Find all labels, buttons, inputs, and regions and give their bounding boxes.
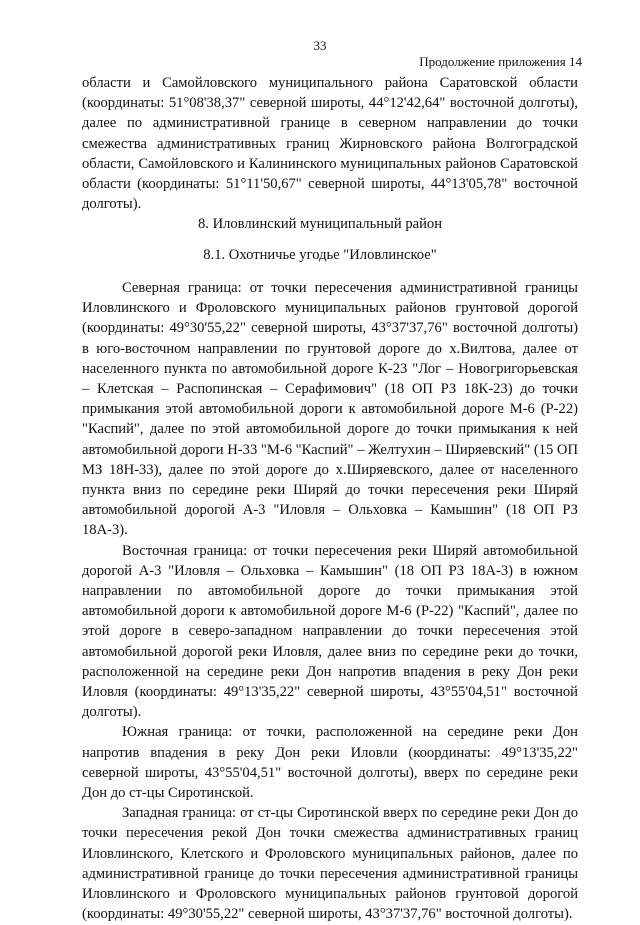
appendix-continuation-note: Продолжение приложения 14 [419, 54, 582, 69]
section-heading: 8. Иловлинский муниципальный район [197, 216, 443, 232]
subsection-heading: 8.1. Охотничье угодье "Иловлинское" [203, 247, 437, 263]
north-border-paragraph: Северная граница: от точки пересечения административной границы Иловлинского и Фроловского муниципальных районов грунтовой дорогой (координаты: 49°30'55,22" северной широты, 43°37'37,76" восточной долготы) в юго-восточном направлении по грунтовой дороге до х.Вилтова, далее от населенного пункта по автомобильной дороге К-23 "Лог – Новогригорьевская – Клетская – Распопинская – Серафимович" (18 ОП РЗ 18К-23) до точки примыкания этой автомобильной дороги к автомобильной дороге М-6 (Р-22) "Каспий", далее по этой автомобильной дороге до точки примыкания к ней автомобильной дороги Н-33 "М-6 "Каспий" – Желтухин – Ширяевский" (15 ОП МЗ 18Н-33), далее по этой дороге до х.Ширяевского, далее от населенного пункта вниз по середине реки Ширяй до точки пересечения реки Ширяй автомобильной дорогой А-3 "Иловля – Ольховка – Камышин" (18 ОП РЗ 18А-3). [82, 280, 578, 539]
continued-paragraph-block [82, 73, 578, 214]
page-number: 33 [313, 38, 327, 53]
continued-paragraph: области и Самойловского муниципального района Саратовской области (координаты: 51°08'38,37" северной широты, 44°12'42,64" восточной долготы), далее по административной границе в северном направлении до точки смежества административных границ Жирновского района Волгоградской области, Самойловского и Калининского муниципальных районов Саратовской области (координаты: 51°11'50,67" северной широты, 44°13'05,78" восточной долготы). [82, 75, 578, 213]
border-description-block [82, 278, 578, 925]
south-border-paragraph: Южная граница: от точки, расположенной на середине реки Дон напротив впадения в реку Дон реки Иловли (координаты: 49°13'35,22" северной широты, 43°55'04,51" восточной долготы), вверх по середине реки Дон до ст-цы Сиротинской. [82, 724, 578, 802]
east-border-paragraph: Восточная граница: от точки пересечения реки Ширяй автомобильной дорогой А-3 "Иловля – Ольховка – Камышин" (18 ОП РЗ 18А-3) в южном направлении по автомобильной дороге до точки примыкания этой автомобильной дороги к автомобильной дороге М-6 (Р-22) "Каспий", далее по этой дороге в северо-западном направлении до точки пересечения этой автомобильной дорогой реки Иловля, далее вниз по середине реки до точки, расположенной на середине реки Дон напротив впадения в реку Дон реки Иловля (координаты: 49°13'35,22" северной широты, 43°55'04,51" восточной долготы). [82, 542, 578, 721]
west-border-paragraph: Западная граница: от ст-цы Сиротинской вверх по середине реки Дон до точки пересечения рекой Дон точки смежества административных границ Иловлинского, Клетского и Фроловского муниципальных районов, далее по административной границе до точки пересечения административной границы Иловлинского и Фроловского муниципальных районов грунтовой дорогой (координаты: 49°30'55,22" северной широты, 43°37'37,76" восточной долготы). [82, 805, 578, 923]
